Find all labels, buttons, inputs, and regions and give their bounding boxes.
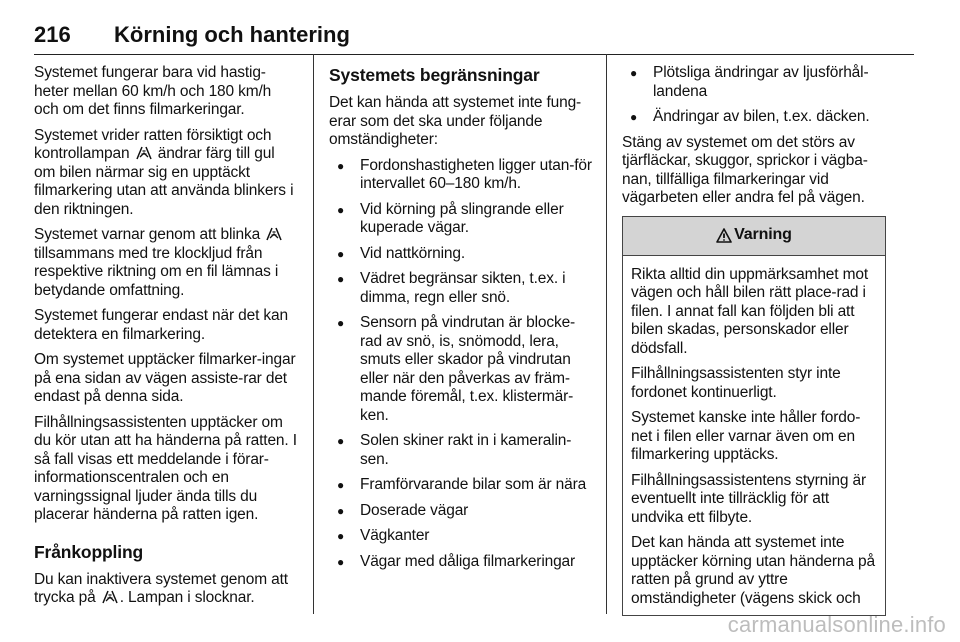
- page-number: 216: [34, 22, 71, 47]
- list-item: ● Vid körning på slingrande eller kuperade vägar.: [329, 201, 593, 238]
- list-item: ● Fordonshastigheten ligger utan-för intervallet 60–180 km/h.: [329, 157, 593, 194]
- list-item: ● Ändringar av bilen, t.ex. däcken.: [622, 108, 886, 127]
- list-item: ● Vägar med dåliga filmarkeringar: [329, 553, 593, 572]
- paragraph: Om systemet upptäcker filmarker-ingar på ena sidan av vägen assiste-rar det endast på denna sida.: [34, 351, 296, 405]
- warning-triangle-icon: [716, 228, 732, 243]
- paragraph: Rikta alltid din uppmärksamhet mot vägen och håll bilen rätt place-rad i filen. I annat fall kan följden bli att bilen skadas, personskador eller dödsfall.: [631, 265, 868, 357]
- column-divider: [606, 54, 607, 614]
- list-item: ● Sensorn på vindrutan är blocke-rad av snö, is, snömodd, lera, smuts eller skador på vindrutan eller när den påverkas av främ-mande föremål, t.ex. klistermär-ken.: [329, 314, 593, 425]
- paragraph: [34, 226, 299, 300]
- text-segment: Systemet vrider ratten försiktigt och kontrollampan: [34, 126, 272, 162]
- warning-title: Varning: [734, 226, 792, 244]
- list-item: ● Vägkanter: [329, 527, 593, 546]
- list-item: ● Solen skiner rakt in i kameralin-sen.: [329, 432, 593, 469]
- column-3: [622, 64, 886, 616]
- paragraph: Filhållningsassistentens styrning är eventuellt inte tillräcklig för att undvika ett filbyte.: [631, 471, 866, 526]
- warning-body: [623, 256, 885, 609]
- paragraph: Stäng av systemet om det störs av tjärfläckar, skuggor, sprickor i vägba-nan, tillfälliga filmarkeringar vid vägarbeten eller andra fel på vägen.: [622, 133, 868, 206]
- paragraph: [34, 571, 299, 608]
- warning-box: [622, 216, 886, 617]
- list-item: ● Framförvarande bilar som är nära: [329, 476, 593, 495]
- text-segment: ändrar färg till gul om bilen närmar sig en upptäckt filmarkering utan att använda blinkers i den riktningen.: [34, 145, 294, 218]
- list-item: ● Vid nattkörning.: [329, 245, 593, 264]
- paragraph: Filhållningsassistenten upptäcker om du kör utan att ha händerna på ratten. I så fall visas ett meddelande i förar-informationscentralen och en varningssignal ljuder ända tills du placerar händerna på ratten igen.: [34, 413, 297, 523]
- text-segment: Du kan inaktivera systemet genom att trycka på: [34, 570, 288, 606]
- section-heading: Systemets begränsningar: [329, 65, 540, 85]
- paragraph: Filhållningsassistenten styr inte fordonet kontinuerligt.: [631, 365, 841, 401]
- lane-keep-assist-icon: [100, 590, 120, 604]
- column-divider: [313, 54, 314, 614]
- warning-header: [623, 217, 885, 256]
- lane-keep-assist-icon: [264, 227, 284, 241]
- text-segment: Systemet varnar genom att blinka: [34, 226, 265, 243]
- paragraph: [34, 127, 299, 220]
- text-segment: . Lampan i slocknar.: [119, 589, 255, 606]
- column-1: [34, 64, 299, 615]
- list-item: ● Plötsliga ändringar av ljusförhål-landena: [622, 64, 886, 101]
- paragraph: Systemet fungerar endast när det kan detektera en filmarkering.: [34, 307, 288, 343]
- watermark: carmanualsonline.info: [727, 612, 946, 637]
- bullet-list: [622, 64, 886, 127]
- bullet-list: [329, 157, 593, 572]
- list-item: ● Vädret begränsar sikten, t.ex. i dimma, regn eller snö.: [329, 270, 593, 307]
- page-header: [34, 18, 914, 55]
- chapter-title: Körning och hantering: [114, 22, 350, 47]
- paragraph: Det kan hända att systemet inte fung-erar som det ska under följande omständigheter:: [329, 94, 582, 148]
- lane-keep-assist-icon: [134, 146, 154, 160]
- text-segment: tillsammans med tre klockljud från respektive riktning om en fil lämnas i betydande omfattning.: [34, 244, 279, 299]
- list-item: ● Doserade vägar: [329, 502, 593, 521]
- column-2: [329, 64, 593, 578]
- paragraph: Systemet fungerar bara vid hastig-heter mellan 60 km/h och 180 km/h och om det finns filmarkeringar.: [34, 64, 272, 118]
- section-heading: Frånkoppling: [34, 541, 144, 562]
- paragraph: Det kan hända att systemet inte upptäcker körning utan händerna på ratten på grund av yttre omständigheter (vägens skick och: [631, 534, 875, 607]
- paragraph: Systemet kanske inte håller fordo-net i filen eller varnar även om en filmarkering upptäcks.: [631, 409, 861, 463]
